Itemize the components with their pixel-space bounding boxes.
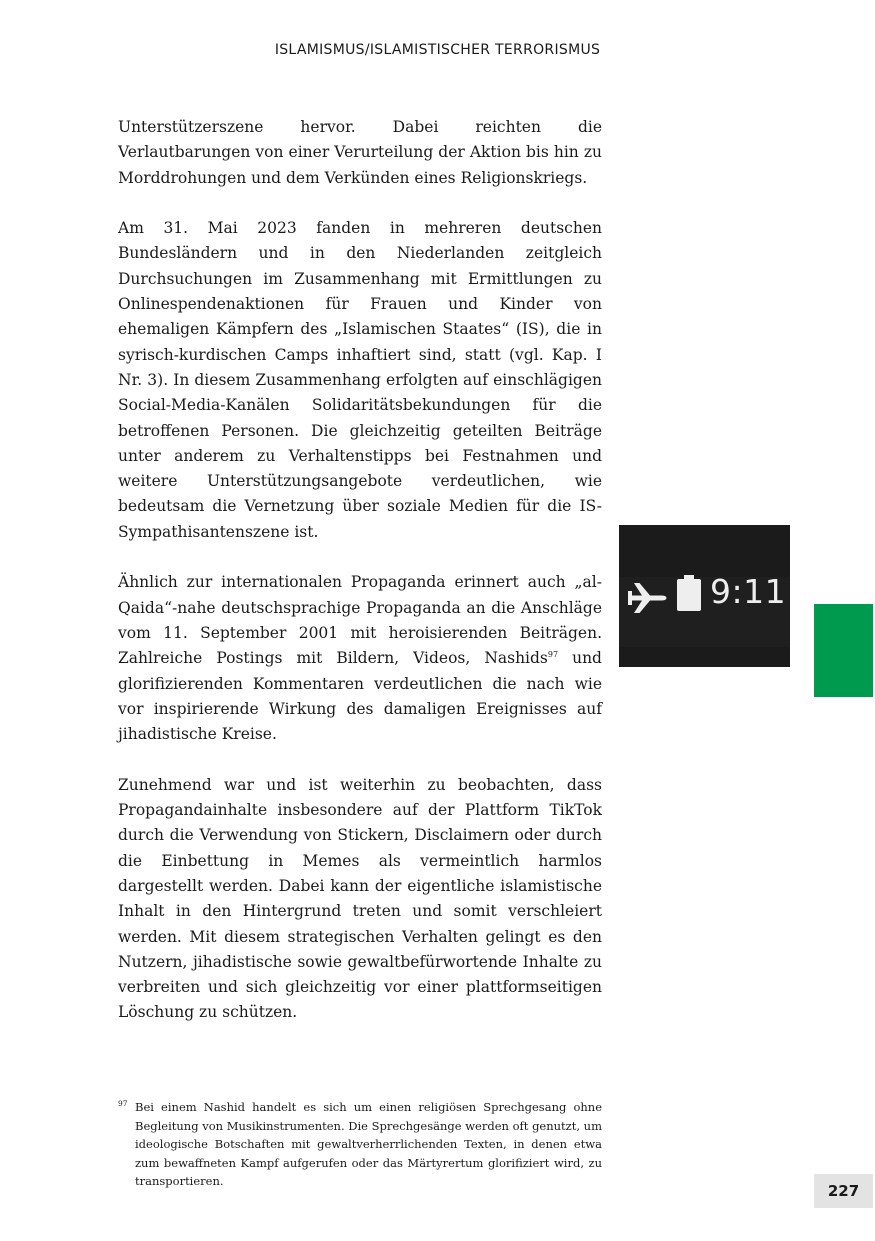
footnote-number: 97 [118, 1099, 128, 1108]
paragraph-text: und glorifizierenden Kommentaren verdeutlichen die nach wie vor inspirierende Wirkung des damaligen Ereignisses auf jihadistische Kreise. [118, 649, 602, 744]
footnote-reference[interactable]: 97 [547, 650, 559, 660]
running-head: ISLAMISMUS/ISLAMISTISCHER TERRORISMUS [274, 42, 601, 58]
status-bar-screenshot [619, 525, 790, 667]
paragraph-text: Ähnlich zur internationalen Propaganda erinnert auch „al-Qaida“-nahe deutschsprachige Propaganda an die Anschläge vom 11. September 2001 mit heroisierenden Beiträgen. Zahlreiche Postings mit Bildern, Videos, Nashids [118, 573, 602, 668]
body-text [118, 115, 602, 1051]
footnote [118, 1098, 602, 1191]
chapter-side-tab [814, 604, 873, 697]
clock-time: 9:11 [710, 572, 787, 611]
paragraph: Am 31. Mai 2023 fanden in mehreren deutschen Bundesländern und in den Niederlanden zeitgleich Durchsuchungen im Zusammenhang mit Ermittlungen zu Onlinespendenaktionen für Frauen und Kinder von ehemaligen Kämpfern des „Islamischen Staates“ (IS), die in syrisch-kurdischen Camps inhaftiert sind, statt (vgl. Kap. I Nr. 3). In diesem Zusammenhang erfolgten auf einschlägigen Social-Media-Kanälen Solidaritätsbekundungen für die betroffenen Personen. Die gleichzeitig geteilten Beiträge unter anderem zu Verhaltenstipps bei Festnahmen und weitere Unterstützungsangebote verdeutlichen, wie bedeutsam die Vernetzung über soziale Medien für die IS-Sympathisantenszene ist. [118, 219, 602, 541]
page-number: 227 [814, 1174, 873, 1208]
footnote-text: Bei einem Nashid handelt es sich um einen religiösen Sprechgesang ohne Begleitung von Musikinstrumenten. Die Sprechgesänge werden oft genutzt, um ideologische Botschaften mit gewaltverherrlichenden Texten, in denen etwa zum bewaffneten Kampf aufgerufen oder das Märtyrertum glorifiziert wird, zu transportieren. [135, 1100, 602, 1188]
airplane-icon [627, 581, 669, 619]
paragraph [118, 570, 602, 747]
battery-icon [675, 575, 703, 617]
paragraph: Unterstützerszene hervor. Dabei reichten die Verlautbarungen von einer Verurteilung der Aktion bis hin zu Morddrohungen und dem Verkünden eines Religionskriegs. [118, 118, 602, 187]
paragraph: Zunehmend war und ist weiterhin zu beobachten, dass Propagandainhalte insbesondere auf der Plattform TikTok durch die Verwendung von Stickern, Disclaimern oder durch die Einbettung in Memes als vermeintlich harmlos dargestellt werden. Dabei kann der eigentliche islamistische Inhalt in den Hintergrund treten und somit verschleiert werden. Mit diesem strategischen Verhalten gelingt es den Nutzern, jihadistische sowie gewaltbefürwortende Inhalte zu verbreiten und sich gleichzeitig vor einer plattformseitigen Löschung zu schützen. [118, 775, 602, 1022]
